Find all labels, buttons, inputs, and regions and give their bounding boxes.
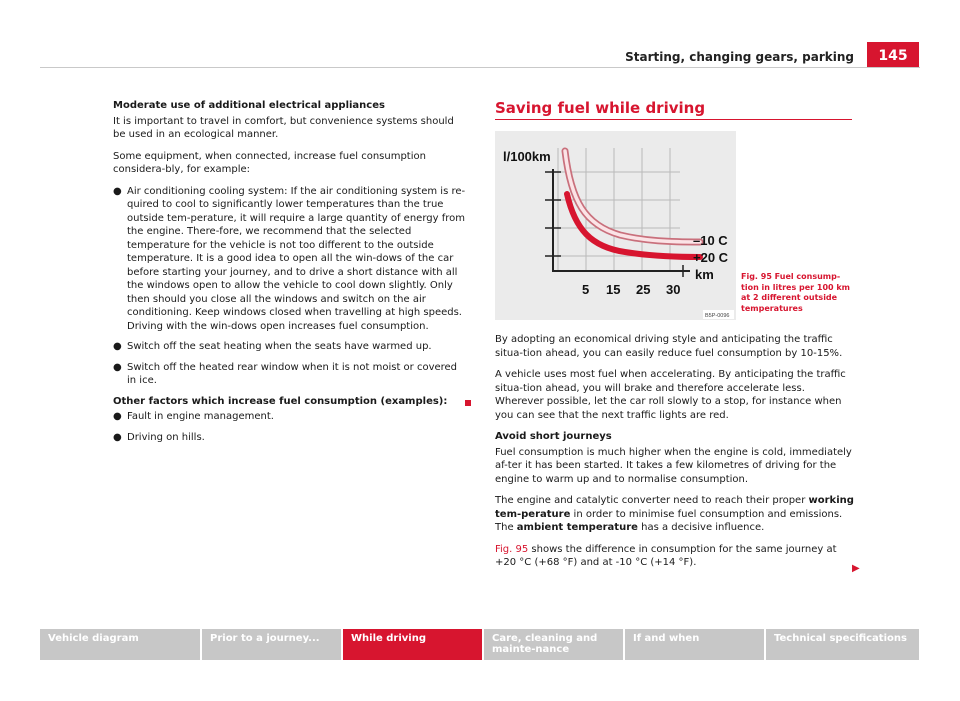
section-title: Saving fuel while driving — [495, 99, 706, 117]
paragraph: Fig. 95 shows the difference in consumption for the same journey at +20 °C (+68 °F) and at -10 °C (+14 °F). — [495, 543, 837, 568]
tab-while-driving[interactable]: While driving — [343, 629, 482, 660]
tab-care-cleaning[interactable]: Care, cleaning and mainte-nance — [484, 629, 623, 660]
running-header: Starting, changing gears, parking — [625, 50, 854, 64]
paragraph: It is important to travel in comfort, but convenience systems should be used in an ecological manner. — [113, 115, 454, 140]
tick-label: 15 — [606, 282, 621, 297]
tab-if-and-when[interactable]: If and when — [625, 629, 764, 660]
paragraph: By adopting an economical driving style and anticipating the traffic situa-tion ahead, you can easily reduce fuel consumption by 10-15%. — [495, 334, 843, 359]
bullet-icon: ● — [113, 431, 122, 443]
axis-label-y: l/100km — [503, 149, 551, 164]
tick-label: 5 — [582, 282, 590, 297]
paragraph: Some equipment, when connected, increase fuel consumption considera-bly, for example: — [113, 150, 426, 175]
series-label-cold: –10 C — [693, 233, 728, 248]
fuel-consumption-diagram — [495, 131, 736, 320]
bullet-icon: ● — [113, 361, 122, 373]
header-divider — [40, 67, 920, 68]
tab-vehicle-diagram[interactable]: Vehicle diagram — [40, 629, 200, 660]
bullet-icon: ● — [113, 185, 122, 197]
list-item: ● Air conditioning cooling system: If the air conditioning system is re-quired to cool to significantly lower temperatures than the true outside tem-perature, it will require a large quantity of energy from the engine. There-fore, we recommend that the selected temperature for the vehicle is not too different to the outside temperature. It is a good idea to open all the win-dows of the car before starting your journey, and to drive a short distance with all the windows open to allow the vehicle to cool down slightly. Only then should you close all the windows and switch on the air conditioning. Keep windows closed when travelling at high speeds. Driving with the win-dows open increases fuel consumption. — [113, 185, 466, 332]
heading-short-journeys: Avoid short journeys — [495, 431, 612, 442]
list-item: ● Switch off the heated rear window when it is not moist or covered in ice. — [113, 361, 458, 386]
term-ambient-temperature: ambient temperature — [516, 522, 638, 533]
series-label-warm: +20 C — [693, 250, 729, 265]
tab-technical-specifications[interactable]: Technical specifications — [766, 629, 919, 660]
axis-label-x: km — [695, 267, 714, 282]
fuel-consumption-figure — [495, 131, 736, 320]
curve-plus-20c — [567, 194, 700, 257]
tick-label: 25 — [636, 282, 651, 297]
term-working-temperature: working tem-perature — [495, 495, 854, 520]
page-number: 145 — [867, 42, 919, 68]
right-column — [495, 333, 855, 578]
left-column — [113, 99, 468, 451]
figure-reference-link[interactable]: Fig. 95 — [495, 543, 529, 555]
list-item: ● Switch off the seat heating when the seats have warmed up. — [113, 341, 432, 352]
paragraph: A vehicle uses most fuel when accelerating. By anticipating the traffic situa-tion ahead, you will brake and therefore accelerate less. Wherever possible, let the car roll slowly to a stop, for instance when you can see that the next traffic lights are red. — [495, 369, 846, 421]
bullet-icon: ● — [113, 411, 122, 422]
tick-label: 30 — [666, 282, 681, 297]
heading-other-factors: Other factors which increase fuel consumption (examples): — [113, 395, 448, 407]
paragraph: The engine and catalytic converter need to reach their proper working tem-perature in order to minimise fuel consumption and emissions. The ambient temperature has a decisive influence. — [495, 495, 854, 533]
tab-prior-to-journey[interactable]: Prior to a journey... — [202, 629, 341, 660]
figure-caption: Fig. 95 Fuel consump-tion in litres per 100 km at 2 different outside temperatures — [741, 272, 851, 313]
section-end-marker — [465, 400, 471, 406]
continue-arrow-icon: ▶ — [852, 563, 860, 574]
figure-code: B5P-0096 — [705, 313, 730, 319]
axes — [545, 169, 690, 277]
paragraph: Fuel consumption is much higher when the engine is cold, immediately af-ter it has been started. It takes a few kilometres of driving for the engine to warm up and to normalise consumption. — [495, 446, 852, 485]
bullet-icon: ● — [113, 341, 122, 352]
list-item: ● Fault in engine management. — [113, 411, 274, 422]
heading-electrical-appliances: Moderate use of additional electrical appliances — [113, 100, 385, 111]
list-item: ● Driving on hills. — [113, 431, 205, 443]
section-title-underline — [495, 119, 852, 120]
